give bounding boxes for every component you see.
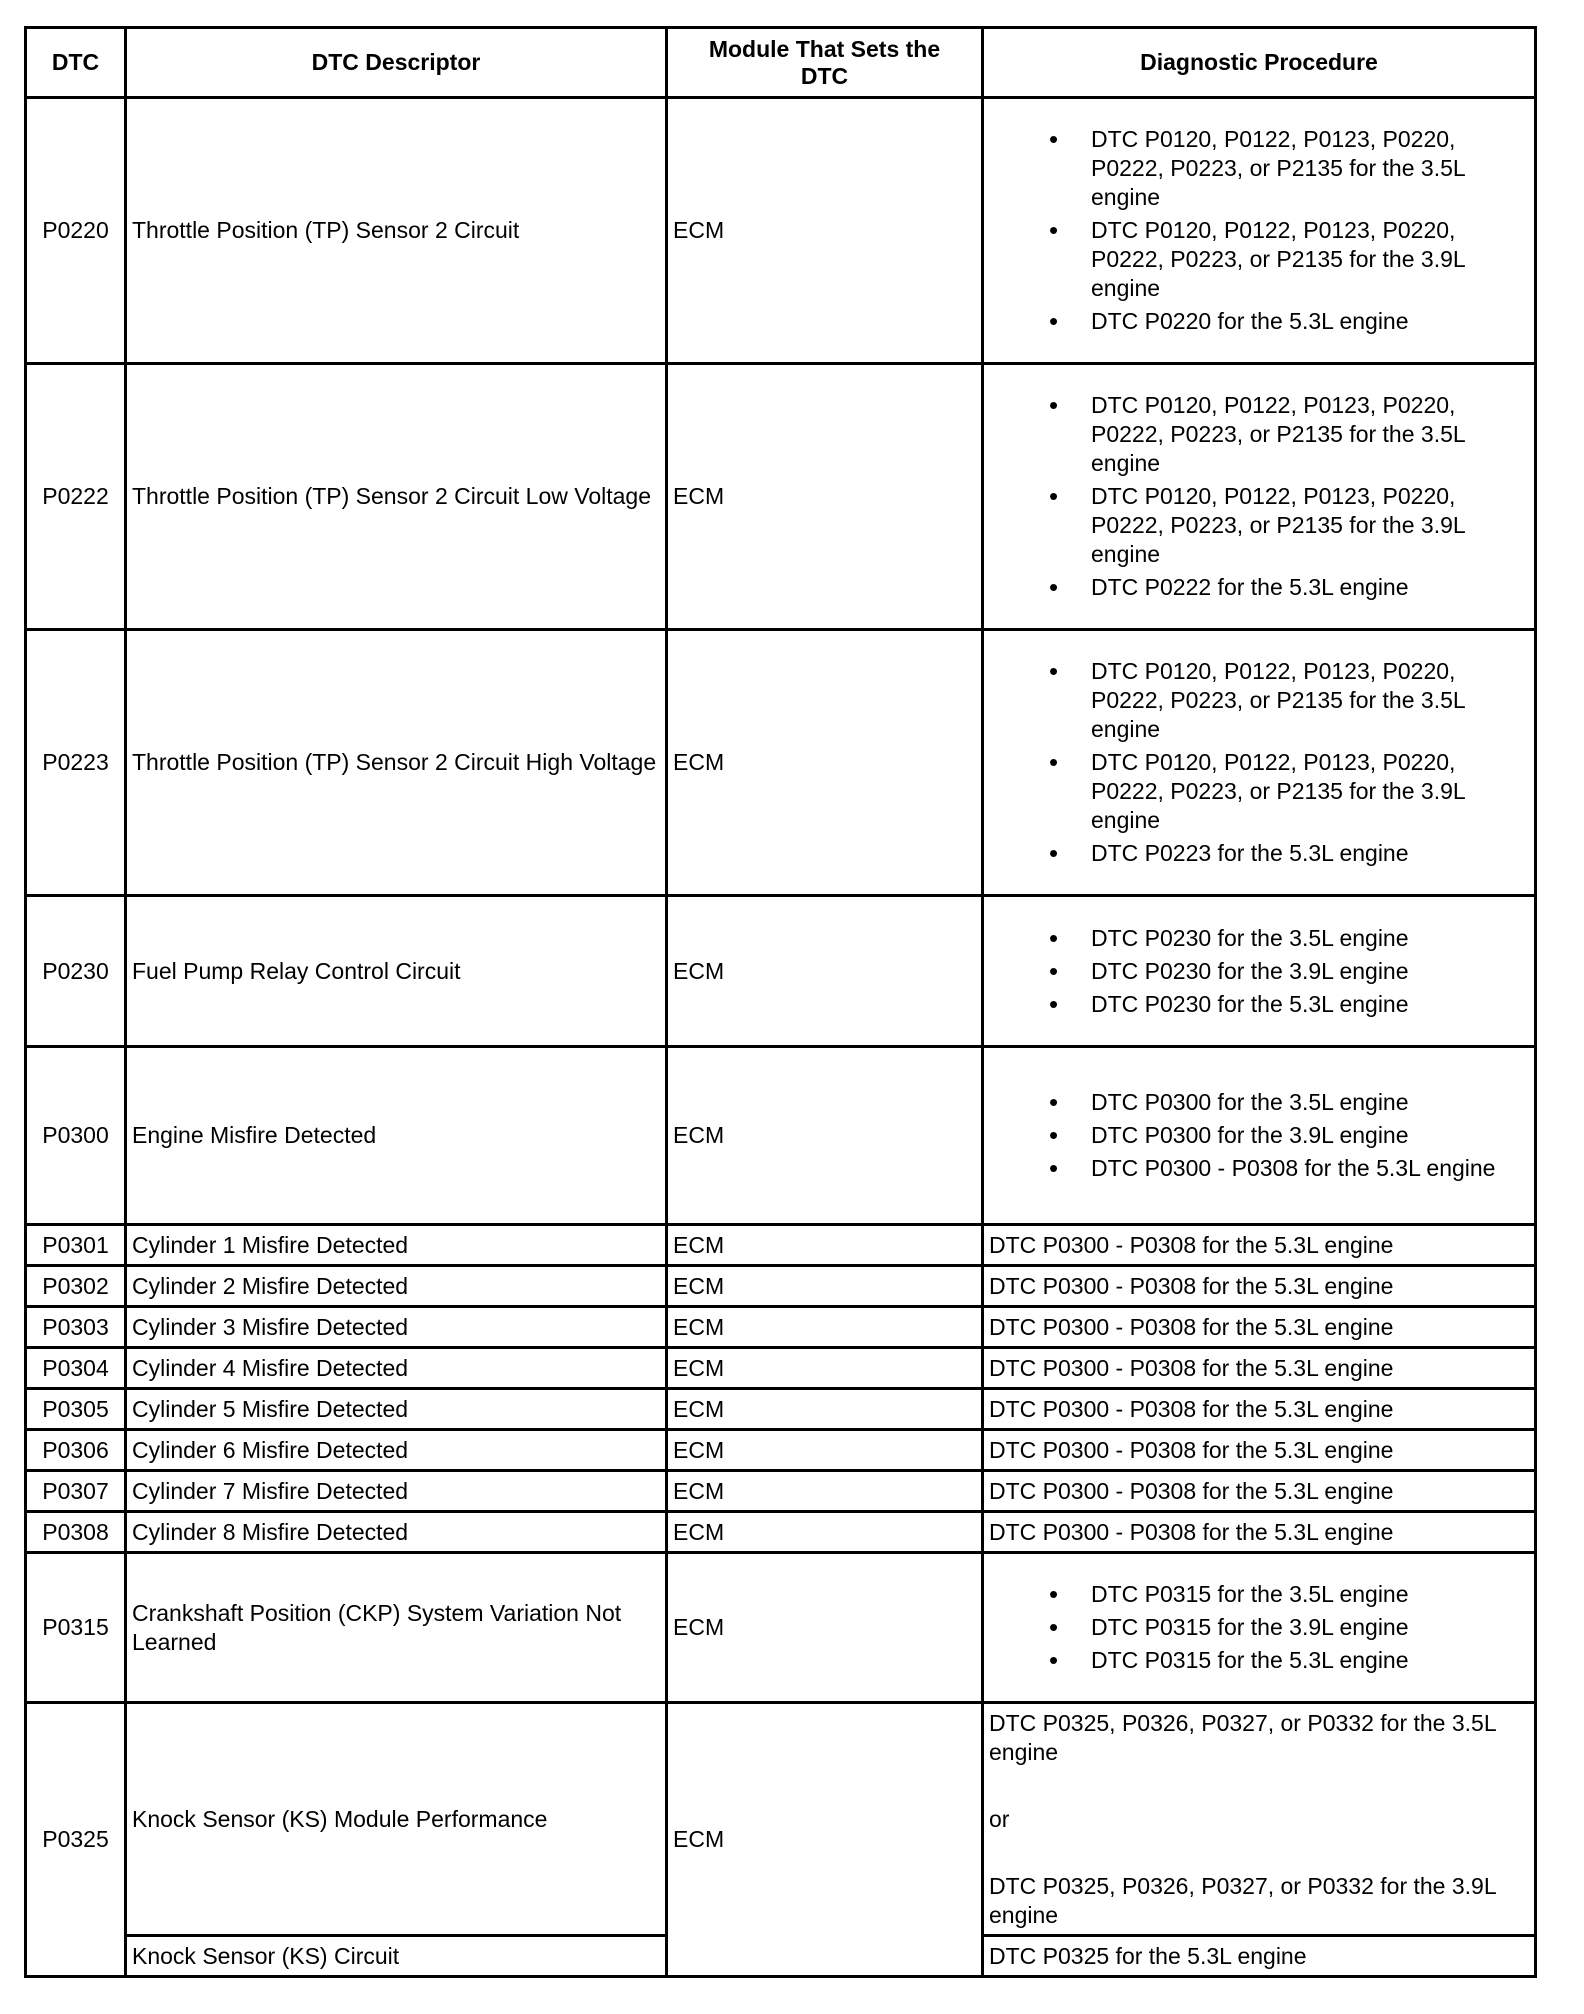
dtc-descriptor: Knock Sensor (KS) Circuit bbox=[126, 1936, 667, 1977]
procedure-text: DTC P0325, P0326, P0327, or P0332 for the 3.5L engine bbox=[989, 1709, 1496, 1765]
dtc-code: P0306 bbox=[26, 1430, 126, 1471]
dtc-code: P0304 bbox=[26, 1348, 126, 1389]
dtc-code: P0301 bbox=[26, 1225, 126, 1266]
dtc-code: P0300 bbox=[26, 1047, 126, 1225]
procedure-item: • DTC P0315 for the 3.5L engine bbox=[1049, 1580, 1529, 1609]
dtc-code: P0305 bbox=[26, 1389, 126, 1430]
procedure bbox=[983, 1047, 1536, 1225]
module: ECM bbox=[667, 364, 983, 630]
procedure-item: • DTC P0223 for the 5.3L engine bbox=[1049, 839, 1529, 868]
dtc-code: P0223 bbox=[26, 630, 126, 896]
module: ECM bbox=[667, 1348, 983, 1389]
header-module: Module That Sets the DTC bbox=[667, 28, 983, 98]
dtc-descriptor: Cylinder 2 Misfire Detected bbox=[126, 1266, 667, 1307]
procedure: DTC P0300 - P0308 for the 5.3L engine bbox=[983, 1512, 1536, 1553]
module: ECM bbox=[667, 1266, 983, 1307]
dtc-descriptor: Cylinder 5 Misfire Detected bbox=[126, 1389, 667, 1430]
dtc-code: P0315 bbox=[26, 1553, 126, 1703]
procedure-item: • DTC P0220 for the 5.3L engine bbox=[1049, 307, 1529, 336]
table-row bbox=[26, 1266, 1536, 1307]
module: ECM bbox=[667, 98, 983, 364]
procedure bbox=[983, 896, 1536, 1047]
table-row bbox=[26, 1307, 1536, 1348]
dtc-descriptor: Cylinder 4 Misfire Detected bbox=[126, 1348, 667, 1389]
module: ECM bbox=[667, 1471, 983, 1512]
procedure-item: • DTC P0230 for the 3.9L engine bbox=[1049, 957, 1529, 986]
procedure: DTC P0300 - P0308 for the 5.3L engine bbox=[983, 1266, 1536, 1307]
procedure bbox=[983, 1703, 1536, 1936]
procedure-list bbox=[989, 125, 1529, 336]
procedure-item: • DTC P0120, P0122, P0123, P0220, P0222, P0223, or P2135 for the 3.5L engine bbox=[1049, 125, 1529, 212]
dtc-descriptor: Throttle Position (TP) Sensor 2 Circuit High Voltage bbox=[126, 630, 667, 896]
dtc-descriptor: Cylinder 7 Misfire Detected bbox=[126, 1471, 667, 1512]
procedure bbox=[983, 630, 1536, 896]
header-descriptor: DTC Descriptor bbox=[126, 28, 667, 98]
module: ECM bbox=[667, 1430, 983, 1471]
table-row bbox=[26, 1553, 1536, 1703]
procedure-item: • DTC P0315 for the 3.9L engine bbox=[1049, 1613, 1529, 1642]
procedure-item: • DTC P0120, P0122, P0123, P0220, P0222, P0223, or P2135 for the 3.5L engine bbox=[1049, 391, 1529, 478]
procedure: DTC P0300 - P0308 for the 5.3L engine bbox=[983, 1430, 1536, 1471]
procedure: DTC P0300 - P0308 for the 5.3L engine bbox=[983, 1471, 1536, 1512]
dtc-code: P0303 bbox=[26, 1307, 126, 1348]
module: ECM bbox=[667, 1512, 983, 1553]
dtc-descriptor: Cylinder 6 Misfire Detected bbox=[126, 1430, 667, 1471]
table-row bbox=[26, 630, 1536, 896]
procedure: DTC P0300 - P0308 for the 5.3L engine bbox=[983, 1307, 1536, 1348]
table-row bbox=[26, 1471, 1536, 1512]
dtc-code: P0325 bbox=[26, 1703, 126, 1977]
dtc-code: P0302 bbox=[26, 1266, 126, 1307]
procedure-list bbox=[989, 1580, 1529, 1675]
header-row bbox=[26, 28, 1536, 98]
procedure bbox=[983, 1553, 1536, 1703]
dtc-descriptor: Throttle Position (TP) Sensor 2 Circuit bbox=[126, 98, 667, 364]
table-row bbox=[26, 1225, 1536, 1266]
procedure-item: • DTC P0120, P0122, P0123, P0220, P0222, P0223, or P2135 for the 3.5L engine bbox=[1049, 657, 1529, 744]
procedure-item: • DTC P0300 - P0308 for the 5.3L engine bbox=[1049, 1154, 1529, 1183]
dtc-descriptor: Knock Sensor (KS) Module Performance bbox=[126, 1703, 667, 1936]
dtc-descriptor: Cylinder 1 Misfire Detected bbox=[126, 1225, 667, 1266]
procedure: DTC P0325 for the 5.3L engine bbox=[983, 1936, 1536, 1977]
procedure-list bbox=[989, 391, 1529, 602]
procedure: DTC P0300 - P0308 for the 5.3L engine bbox=[983, 1348, 1536, 1389]
procedure-text: DTC P0325, P0326, P0327, or P0332 for the 3.9L engine bbox=[989, 1872, 1496, 1928]
procedure: DTC P0300 - P0308 for the 5.3L engine bbox=[983, 1225, 1536, 1266]
dtc-code: P0308 bbox=[26, 1512, 126, 1553]
module: ECM bbox=[667, 1047, 983, 1225]
dtc-descriptor: Cylinder 8 Misfire Detected bbox=[126, 1512, 667, 1553]
table-row bbox=[26, 98, 1536, 364]
table-row bbox=[26, 1389, 1536, 1430]
dtc-code: P0307 bbox=[26, 1471, 126, 1512]
procedure-item: • DTC P0230 for the 5.3L engine bbox=[1049, 990, 1529, 1019]
header-dtc: DTC bbox=[26, 28, 126, 98]
procedure bbox=[983, 364, 1536, 630]
procedure-list bbox=[989, 924, 1529, 1019]
module: ECM bbox=[667, 896, 983, 1047]
dtc-code: P0230 bbox=[26, 896, 126, 1047]
table-row bbox=[26, 1348, 1536, 1389]
dtc-descriptor: Throttle Position (TP) Sensor 2 Circuit Low Voltage bbox=[126, 364, 667, 630]
procedure: DTC P0300 - P0308 for the 5.3L engine bbox=[983, 1389, 1536, 1430]
procedure-or: or bbox=[989, 1805, 1010, 1832]
procedure-list bbox=[989, 1088, 1529, 1183]
module: ECM bbox=[667, 1389, 983, 1430]
procedure-item: • DTC P0222 for the 5.3L engine bbox=[1049, 573, 1529, 602]
dtc-descriptor: Crankshaft Position (CKP) System Variation Not Learned bbox=[126, 1553, 667, 1703]
dtc-descriptor: Fuel Pump Relay Control Circuit bbox=[126, 896, 667, 1047]
dtc-descriptor: Cylinder 3 Misfire Detected bbox=[126, 1307, 667, 1348]
module: ECM bbox=[667, 1553, 983, 1703]
dtc-descriptor: Engine Misfire Detected bbox=[126, 1047, 667, 1225]
dtc-code: P0220 bbox=[26, 98, 126, 364]
module: ECM bbox=[667, 630, 983, 896]
procedure-list bbox=[989, 657, 1529, 868]
table-row bbox=[26, 1512, 1536, 1553]
dtc-code: P0222 bbox=[26, 364, 126, 630]
header-procedure: Diagnostic Procedure bbox=[983, 28, 1536, 98]
procedure-item: • DTC P0300 for the 3.9L engine bbox=[1049, 1121, 1529, 1150]
table-row bbox=[26, 1047, 1536, 1225]
procedure-item: • DTC P0120, P0122, P0123, P0220, P0222, P0223, or P2135 for the 3.9L engine bbox=[1049, 748, 1529, 835]
procedure-item: • DTC P0230 for the 3.5L engine bbox=[1049, 924, 1529, 953]
table-row bbox=[26, 1430, 1536, 1471]
module: ECM bbox=[667, 1307, 983, 1348]
module: ECM bbox=[667, 1703, 983, 1977]
table-row bbox=[26, 364, 1536, 630]
table-row bbox=[26, 1703, 1536, 1936]
procedure-item: • DTC P0315 for the 5.3L engine bbox=[1049, 1646, 1529, 1675]
table-row bbox=[26, 896, 1536, 1047]
dtc-table bbox=[24, 26, 1537, 1978]
procedure-item: • DTC P0120, P0122, P0123, P0220, P0222, P0223, or P2135 for the 3.9L engine bbox=[1049, 216, 1529, 303]
procedure-item: • DTC P0300 for the 3.5L engine bbox=[1049, 1088, 1529, 1117]
procedure bbox=[983, 98, 1536, 364]
procedure-item: • DTC P0120, P0122, P0123, P0220, P0222, P0223, or P2135 for the 3.9L engine bbox=[1049, 482, 1529, 569]
module: ECM bbox=[667, 1225, 983, 1266]
